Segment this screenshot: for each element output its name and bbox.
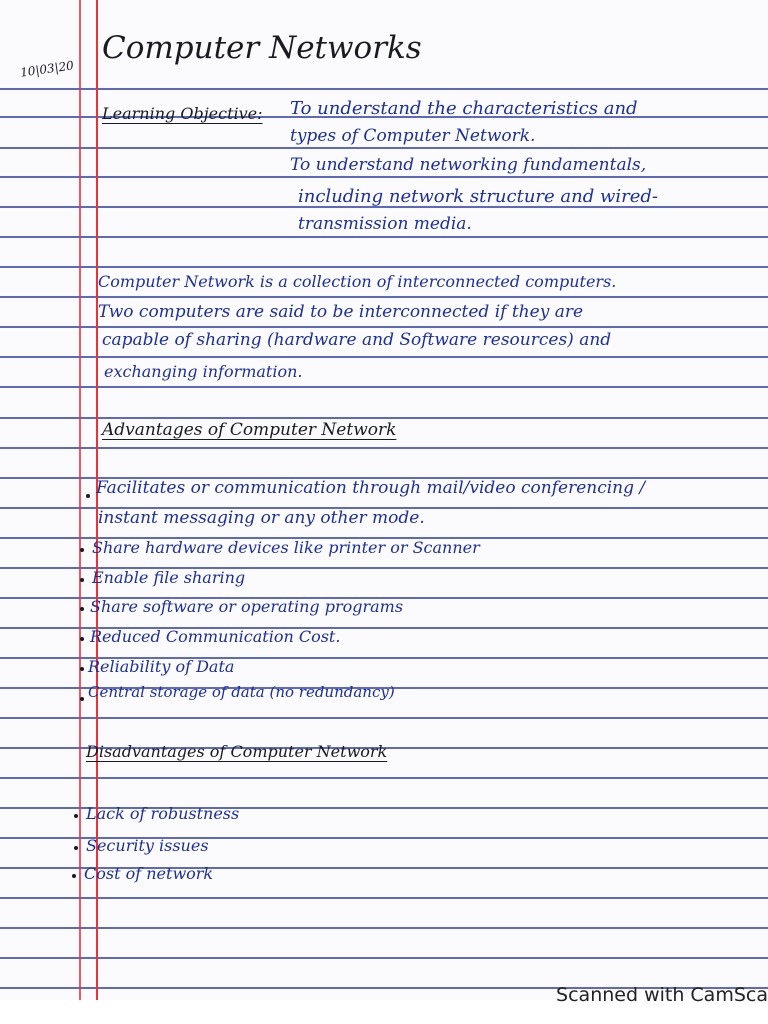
ruled-line bbox=[0, 957, 768, 959]
ruled-line bbox=[0, 296, 768, 298]
bullet-dot bbox=[86, 494, 90, 498]
ruled-line bbox=[0, 356, 768, 358]
bullet-dot bbox=[80, 548, 84, 552]
bullet-dot bbox=[80, 607, 84, 611]
objective-line: transmission media. bbox=[298, 214, 472, 234]
ruled-line bbox=[0, 147, 768, 149]
advantage-item: Reliability of Data bbox=[88, 657, 235, 676]
ruled-line bbox=[0, 897, 768, 899]
advantages-heading: Advantages of Computer Network bbox=[102, 420, 397, 440]
bullet-dot bbox=[80, 637, 84, 641]
bullet-dot bbox=[80, 667, 84, 671]
bullet-dot bbox=[74, 814, 78, 818]
definition-line: Computer Network is a collection of interconnected computers. bbox=[98, 272, 617, 291]
bullet-dot bbox=[80, 697, 84, 701]
definition-line: Two computers are said to be interconnected if they are bbox=[98, 302, 584, 322]
margin-line-left bbox=[79, 0, 81, 1000]
bullet-dot bbox=[74, 846, 78, 850]
objective-line: including network structure and wired- bbox=[298, 186, 658, 207]
page-title: Computer Networks bbox=[102, 30, 422, 66]
ruled-line bbox=[0, 927, 768, 929]
ruled-line bbox=[0, 717, 768, 719]
ruled-line bbox=[0, 88, 768, 90]
advantage-item: Enable file sharing bbox=[92, 568, 246, 587]
date-label: 10|03|20 bbox=[19, 58, 75, 80]
advantage-item: Reduced Communication Cost. bbox=[90, 627, 341, 646]
disadvantages-heading: Disadvantages of Computer Network bbox=[86, 742, 388, 761]
advantage-item: Facilitates or communication through mail/video conferencing / bbox=[96, 478, 646, 498]
ruled-line bbox=[0, 777, 768, 779]
bullet-dot bbox=[72, 874, 76, 878]
disadvantage-item: Lack of robustness bbox=[86, 804, 240, 823]
disadvantage-item: Cost of network bbox=[84, 864, 214, 883]
advantage-item: Central storage of data (no redundancy) bbox=[88, 683, 395, 701]
definition-line: exchanging information. bbox=[104, 362, 303, 381]
ruled-line bbox=[0, 447, 768, 449]
ruled-line bbox=[0, 326, 768, 328]
advantage-item: Share hardware devices like printer or Scanner bbox=[92, 538, 480, 557]
ruled-line bbox=[0, 386, 768, 388]
objective-label: Learning Objective: bbox=[102, 104, 263, 123]
ruled-line bbox=[0, 266, 768, 268]
advantage-item: Share software or operating programs bbox=[90, 597, 404, 616]
scanner-watermark: Scanned with CamSca bbox=[556, 984, 768, 1006]
definition-line: capable of sharing (hardware and Software resources) and bbox=[102, 330, 612, 350]
advantage-item: instant messaging or any other mode. bbox=[98, 508, 425, 528]
ruled-line bbox=[0, 417, 768, 419]
objective-line: To understand the characteristics and bbox=[290, 98, 638, 119]
objective-line: To understand networking fundamentals, bbox=[290, 155, 647, 175]
objective-line: types of Computer Network. bbox=[290, 126, 536, 146]
bullet-dot bbox=[80, 578, 84, 582]
disadvantage-item: Security issues bbox=[86, 836, 209, 855]
ruled-line bbox=[0, 176, 768, 178]
ruled-line bbox=[0, 236, 768, 238]
